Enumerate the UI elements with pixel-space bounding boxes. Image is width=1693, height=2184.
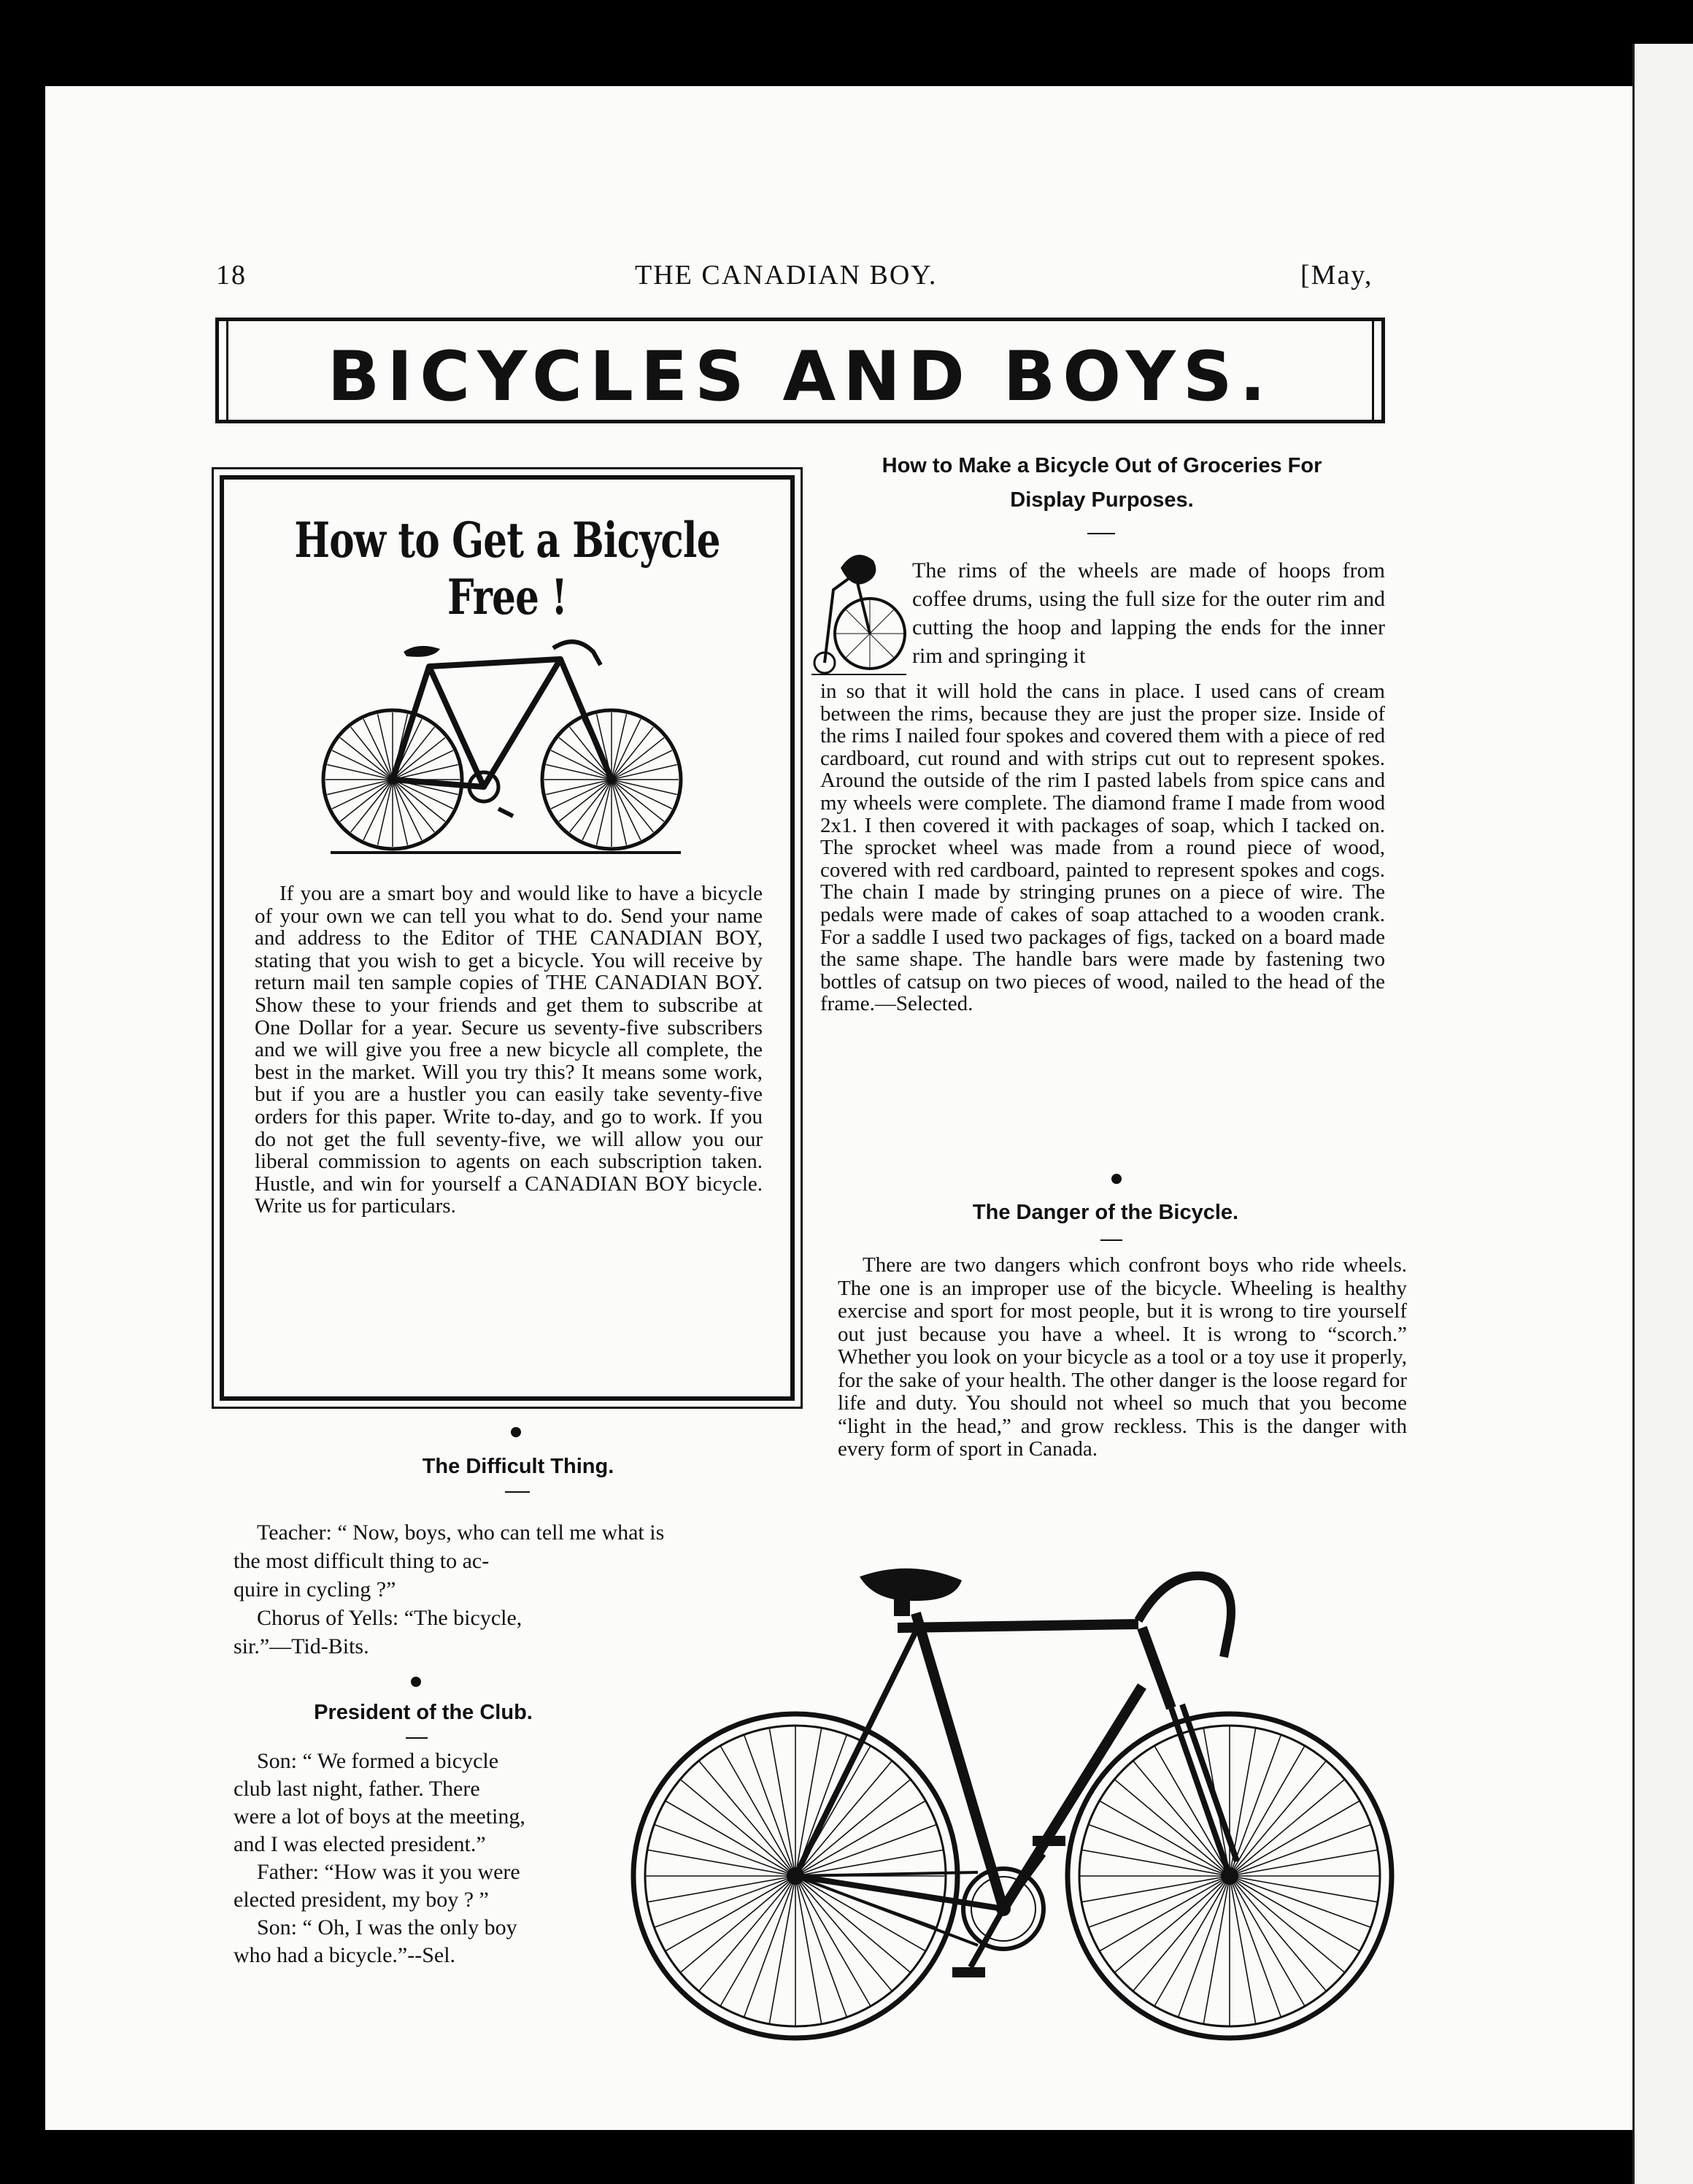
- separator: [1100, 1239, 1122, 1241]
- groceries-body-text: in so that it will hold the cans in place. I used cans of cream between the rims, because they are just the proper size. Inside of the rims I nailed four spokes and covered them with a piece of red cardboard, cut round and with strips cut out to represent spokes. Around the outside of the rim I pasted labels from spice cans and my wheels were complete. The diamond frame I made from wood 2x1. I then covered it with packages of soap, which I tacked on. The sprocket wheel was made from a round piece of wood, covered with red cardboard, painted to represent spokes and cogs. The chain I made by stringing prunes on a piece of wire. The pedals were made of cakes of soap attached to a wooden crank. For a saddle I used two packages of figs, tacked on a board made the same shape. The handle bars were made by fastening two bottles of catsup on two pieces of wood, nailed to the head of the frame.—Selected.: [820, 680, 1385, 1016]
- difficult-line: Chorus of Yells: “The bicycle,: [257, 1606, 522, 1630]
- groceries-lead-text: The rims of the wheels are made of hoops from coffee drums, using the full size for the outer rim and cutting the hoop and lapping the ends for the inner rim and springing it: [912, 558, 1385, 668]
- difficult-line: sir.”—Tid-Bits.: [234, 1634, 369, 1658]
- bullet-ornament: [1111, 1174, 1122, 1184]
- bicycle-illustration-small: [316, 626, 695, 860]
- title-banner: [215, 318, 1385, 423]
- publication-title: THE CANADIAN BOY.: [635, 260, 938, 291]
- president-line: who had a bicycle.”--Sel.: [234, 1943, 456, 1967]
- separator: [1087, 533, 1115, 534]
- groceries-heading-line1: How to Make a Bicycle Out of Groceries For: [882, 454, 1322, 477]
- page-number: 18: [216, 260, 247, 291]
- difficult-line: quire in cycling ?”: [234, 1577, 396, 1602]
- groceries-heading-line2: Display Purposes.: [1010, 488, 1194, 512]
- president-line: club last night, father. There: [234, 1777, 480, 1801]
- difficult-line: the most difficult thing to ac-: [234, 1549, 490, 1573]
- adjacent-page-edge: [1632, 44, 1693, 2184]
- president-line: Father: “How was it you were: [257, 1860, 520, 1884]
- ad-headline: How to Get a Bicycle Free !: [294, 512, 720, 626]
- advertisement-box: [212, 467, 803, 1409]
- president-line: Son: “ We formed a bicycle: [257, 1749, 499, 1773]
- president-line: Son: “ Oh, I was the only boy: [257, 1915, 517, 1939]
- issue-month: [May,: [1300, 260, 1373, 291]
- ad-body-text: If you are a smart boy and would like to have a bicycle of your own we can tell you what to do. Send your name and address to the Editor of THE CANADIAN BOY, stating that you wish to get a bicycle. You will receive by return mail ten sample copies of THE CANADIAN BOY. Show these to your friends and get them to subscribe at One Dollar for a year. Secure us seventy-five subscribers and we will give you free a new bicycle all complete, the best in the market. Will you try this? It means some work, but if you are a hustler you can easily take seventy-five orders for this paper. Write to-day, and go to work. If you do not get the full seventy-five, we will allow you our liberal commission to agents on each subscription taken. Hustle, and win for yourself a CANADIAN BOY bicycle. Write us for particulars.: [255, 882, 763, 1218]
- bullet-ornament: [511, 1427, 521, 1437]
- president-line: were a lot of boys at the meeting,: [234, 1804, 525, 1829]
- bullet-ornament: [411, 1677, 421, 1687]
- danger-body-text: There are two dangers which confront boys who ride wheels. The one is an improper use of the bicycle. Wheeling is healthy exercise and sport for most people, but it is wrong to tire yourself out just because you have a wheel. It is wrong to “scorch.” Whether you look on your bicycle as a tool or a toy use it properly, for the sake of your health. The other danger is the loose regard for life and duty. You should not wheel so much that you become “light in the head,” and grow reckless. This is the danger with every form of sport in Canada.: [838, 1253, 1407, 1461]
- difficult-heading: The Difficult Thing.: [422, 1455, 614, 1478]
- page-title: BICYCLES AND BOYS.: [327, 337, 1273, 417]
- bicycle-illustration-large: [628, 1547, 1401, 2051]
- danger-heading: The Danger of the Bicycle.: [972, 1201, 1239, 1224]
- president-heading: President of the Club.: [314, 1701, 533, 1724]
- separator: [406, 1737, 428, 1739]
- president-line: and I was elected president.”: [234, 1832, 486, 1856]
- difficult-line: Teacher: “ Now, boys, who can tell me what is: [257, 1520, 665, 1545]
- penny-farthing-initial-icon: [811, 546, 906, 676]
- president-line: elected president, my boy ? ”: [234, 1888, 489, 1912]
- separator: [505, 1491, 530, 1493]
